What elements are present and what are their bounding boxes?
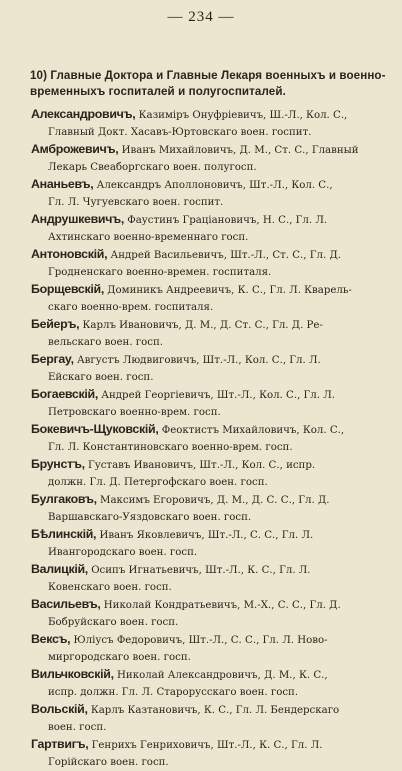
entry-details: Александръ Аполлоновичъ, Шт.-Л., Кол. С., bbox=[96, 180, 333, 191]
entry-continuation: Варшавскаго-Уяздовскаго воен. госп. bbox=[48, 512, 252, 523]
entry-continuation: Бобруйскаго воен. госп. bbox=[48, 617, 179, 628]
entry-surname: Андрушкевичъ, bbox=[31, 212, 125, 226]
entry-first-line bbox=[31, 561, 386, 579]
list-item bbox=[31, 736, 386, 771]
entry-first-line bbox=[31, 211, 386, 229]
entry-surname: Вексъ, bbox=[31, 632, 71, 646]
entry-continuation: должн. Гл. Д. Петергофскаго воен. госп. bbox=[48, 477, 268, 488]
entry-first-line bbox=[31, 666, 386, 684]
entry-surname: Бѣлинскій, bbox=[31, 527, 97, 541]
entry-details: Николай Кондратьевичъ, М.-Х., С. С., Гл. Д. bbox=[103, 600, 341, 611]
list-item bbox=[31, 701, 386, 736]
entry-surname: Брунстъ, bbox=[31, 457, 85, 471]
entry-continuation: Горійскаго воен. госп. bbox=[48, 757, 169, 768]
entry-surname: Булгаковъ, bbox=[31, 492, 97, 506]
entry-details: Доминикъ Андреевичъ, К. С., Гл. Л. Кварель- bbox=[107, 285, 352, 296]
entry-continuation: Ковенскаго воен. госп. bbox=[48, 582, 172, 593]
entry-details: Генрихъ Генриховичъ, Шт.-Л., К. С., Гл. Л. bbox=[91, 740, 323, 751]
list-item bbox=[31, 631, 386, 666]
entry-continuation: миргородскаго воен. госп. bbox=[48, 652, 191, 663]
list-item bbox=[31, 596, 386, 631]
entry-continuation: Гродненскаго военно-времен. госпиталя. bbox=[48, 267, 272, 278]
entry-continuation: Главный Докт. Хасавъ-Юртовскаго воен. госпит. bbox=[48, 127, 312, 138]
entry-details: Иванъ Яковлевичъ, Шт.-Л., С. С., Гл. Л. bbox=[99, 530, 314, 541]
list-item bbox=[31, 491, 386, 526]
entry-surname: Бокевичъ-Щуковскій, bbox=[31, 422, 159, 436]
entry-continuation: Лекарь Свеаборгскаго воен. полугосп. bbox=[48, 162, 257, 173]
entry-first-line bbox=[31, 141, 386, 159]
list-item bbox=[31, 316, 386, 351]
entry-first-line bbox=[31, 106, 386, 124]
entry-first-line bbox=[31, 736, 386, 754]
list-item bbox=[31, 666, 386, 701]
entry-first-line bbox=[31, 316, 386, 334]
entry-first-line bbox=[31, 281, 386, 299]
page-number: — 234 — bbox=[167, 9, 235, 25]
list-item bbox=[31, 281, 386, 316]
entry-surname: Гартвигъ, bbox=[31, 737, 89, 751]
list-item bbox=[31, 351, 386, 386]
list-item bbox=[31, 456, 386, 491]
entry-first-line bbox=[31, 351, 386, 369]
entry-surname: Валицкій, bbox=[31, 562, 88, 576]
entry-first-line bbox=[31, 246, 386, 264]
entry-continuation: вельскаго воен. госп. bbox=[48, 337, 164, 348]
entry-continuation: воен. госп. bbox=[48, 722, 107, 733]
list-item bbox=[31, 526, 386, 561]
entry-continuation: Ейскаго воен. госп. bbox=[48, 372, 154, 383]
entry-first-line bbox=[31, 631, 386, 649]
entry-continuation: Петровскаго военно-врем. госп. bbox=[48, 407, 221, 418]
entries-list bbox=[31, 106, 386, 771]
entry-first-line bbox=[31, 526, 386, 544]
list-item bbox=[31, 421, 386, 456]
entry-first-line bbox=[31, 701, 386, 719]
entry-continuation: скаго военно-врем. госпиталя. bbox=[48, 302, 214, 313]
entry-first-line bbox=[31, 421, 386, 439]
entry-first-line bbox=[31, 386, 386, 404]
entry-details: Феоктистъ Михайловичъ, Кол. С., bbox=[161, 425, 345, 436]
entry-surname: Амброжевичъ, bbox=[31, 142, 119, 156]
entry-details: Карлъ Казтановичъ, К. С., Гл. Л. Бендерскаго bbox=[90, 705, 340, 716]
entry-first-line bbox=[31, 176, 386, 194]
list-item bbox=[31, 176, 386, 211]
entry-details: Фаустинъ Граціановичъ, Н. С., Гл. Л. bbox=[127, 215, 328, 226]
list-item bbox=[31, 246, 386, 281]
list-item bbox=[31, 561, 386, 596]
entry-details: Казиміръ Онуфріевичъ, Ш.-Л., Кол. С., bbox=[138, 110, 348, 121]
entry-details: Андрей Васильевичъ, Шт.-Л., Ст. С., Гл. Д. bbox=[110, 250, 341, 261]
entry-continuation: Гл. Л. Чугуевскаго воен. госпит. bbox=[48, 197, 224, 208]
entry-surname: Бергау, bbox=[31, 352, 74, 366]
entry-first-line bbox=[31, 456, 386, 474]
entry-surname: Антоновскій, bbox=[31, 247, 108, 261]
entry-first-line bbox=[31, 491, 386, 509]
entry-details: Максимъ Егоровичъ, Д. М., Д. С. С., Гл. Д. bbox=[100, 495, 330, 506]
entry-details: Юліусъ Федоровичъ, Шт.-Л., С. С., Гл. Л. Ново- bbox=[73, 635, 328, 646]
entry-surname: Васильевъ, bbox=[31, 597, 101, 611]
entry-details: Николай Александровичъ, Д. М., К. С., bbox=[117, 670, 328, 681]
entry-details: Карлъ Ивановичъ, Д. М., Д. Ст. С., Гл. Д. Ре- bbox=[82, 320, 323, 331]
entry-surname: Александровичъ, bbox=[31, 107, 136, 121]
entry-surname: Бейеръ, bbox=[31, 317, 80, 331]
entry-surname: Вильчковскій, bbox=[31, 667, 114, 681]
entry-details: Андрей Георгіевичъ, Шт.-Л., Кол. С., Гл. Л. bbox=[101, 390, 335, 401]
entry-details: Густавъ Ивановичъ, Шт.-Л., Кол. С., испр. bbox=[87, 460, 316, 471]
section-title: 10) Главные Доктора и Главные Лекаря военныхъ и военно-временныхъ госпиталей и полугоспиталей. bbox=[30, 69, 386, 98]
entry-surname: Борщевскій, bbox=[31, 282, 104, 296]
list-item bbox=[31, 211, 386, 246]
entry-surname: Ананьевъ, bbox=[31, 177, 94, 191]
entry-surname: Богаевскій, bbox=[31, 387, 99, 401]
list-item bbox=[31, 386, 386, 421]
entry-first-line bbox=[31, 596, 386, 614]
entry-surname: Вольскій, bbox=[31, 702, 88, 716]
entry-details: Осипъ Игнатьевичъ, Шт.-Л., К. С., Гл. Л. bbox=[91, 565, 311, 576]
entry-continuation: испр. должн. Гл. Л. Старорусскаго воен. госп. bbox=[48, 687, 299, 698]
list-item bbox=[31, 106, 386, 141]
entry-continuation: Гл. Л. Константиновскаго военно-врем. госп. bbox=[48, 442, 293, 453]
entry-details: Иванъ Михайловичъ, Д. М., Ст. С., Главный bbox=[121, 145, 359, 156]
entry-details: Августъ Людвиговичъ, Шт.-Л., Кол. С., Гл. Л. bbox=[76, 355, 321, 366]
entry-continuation: Ивангородскаго воен. госп. bbox=[48, 547, 198, 558]
list-item bbox=[31, 141, 386, 176]
entry-continuation: Ахтинскаго военно-временнаго госп. bbox=[48, 232, 249, 243]
